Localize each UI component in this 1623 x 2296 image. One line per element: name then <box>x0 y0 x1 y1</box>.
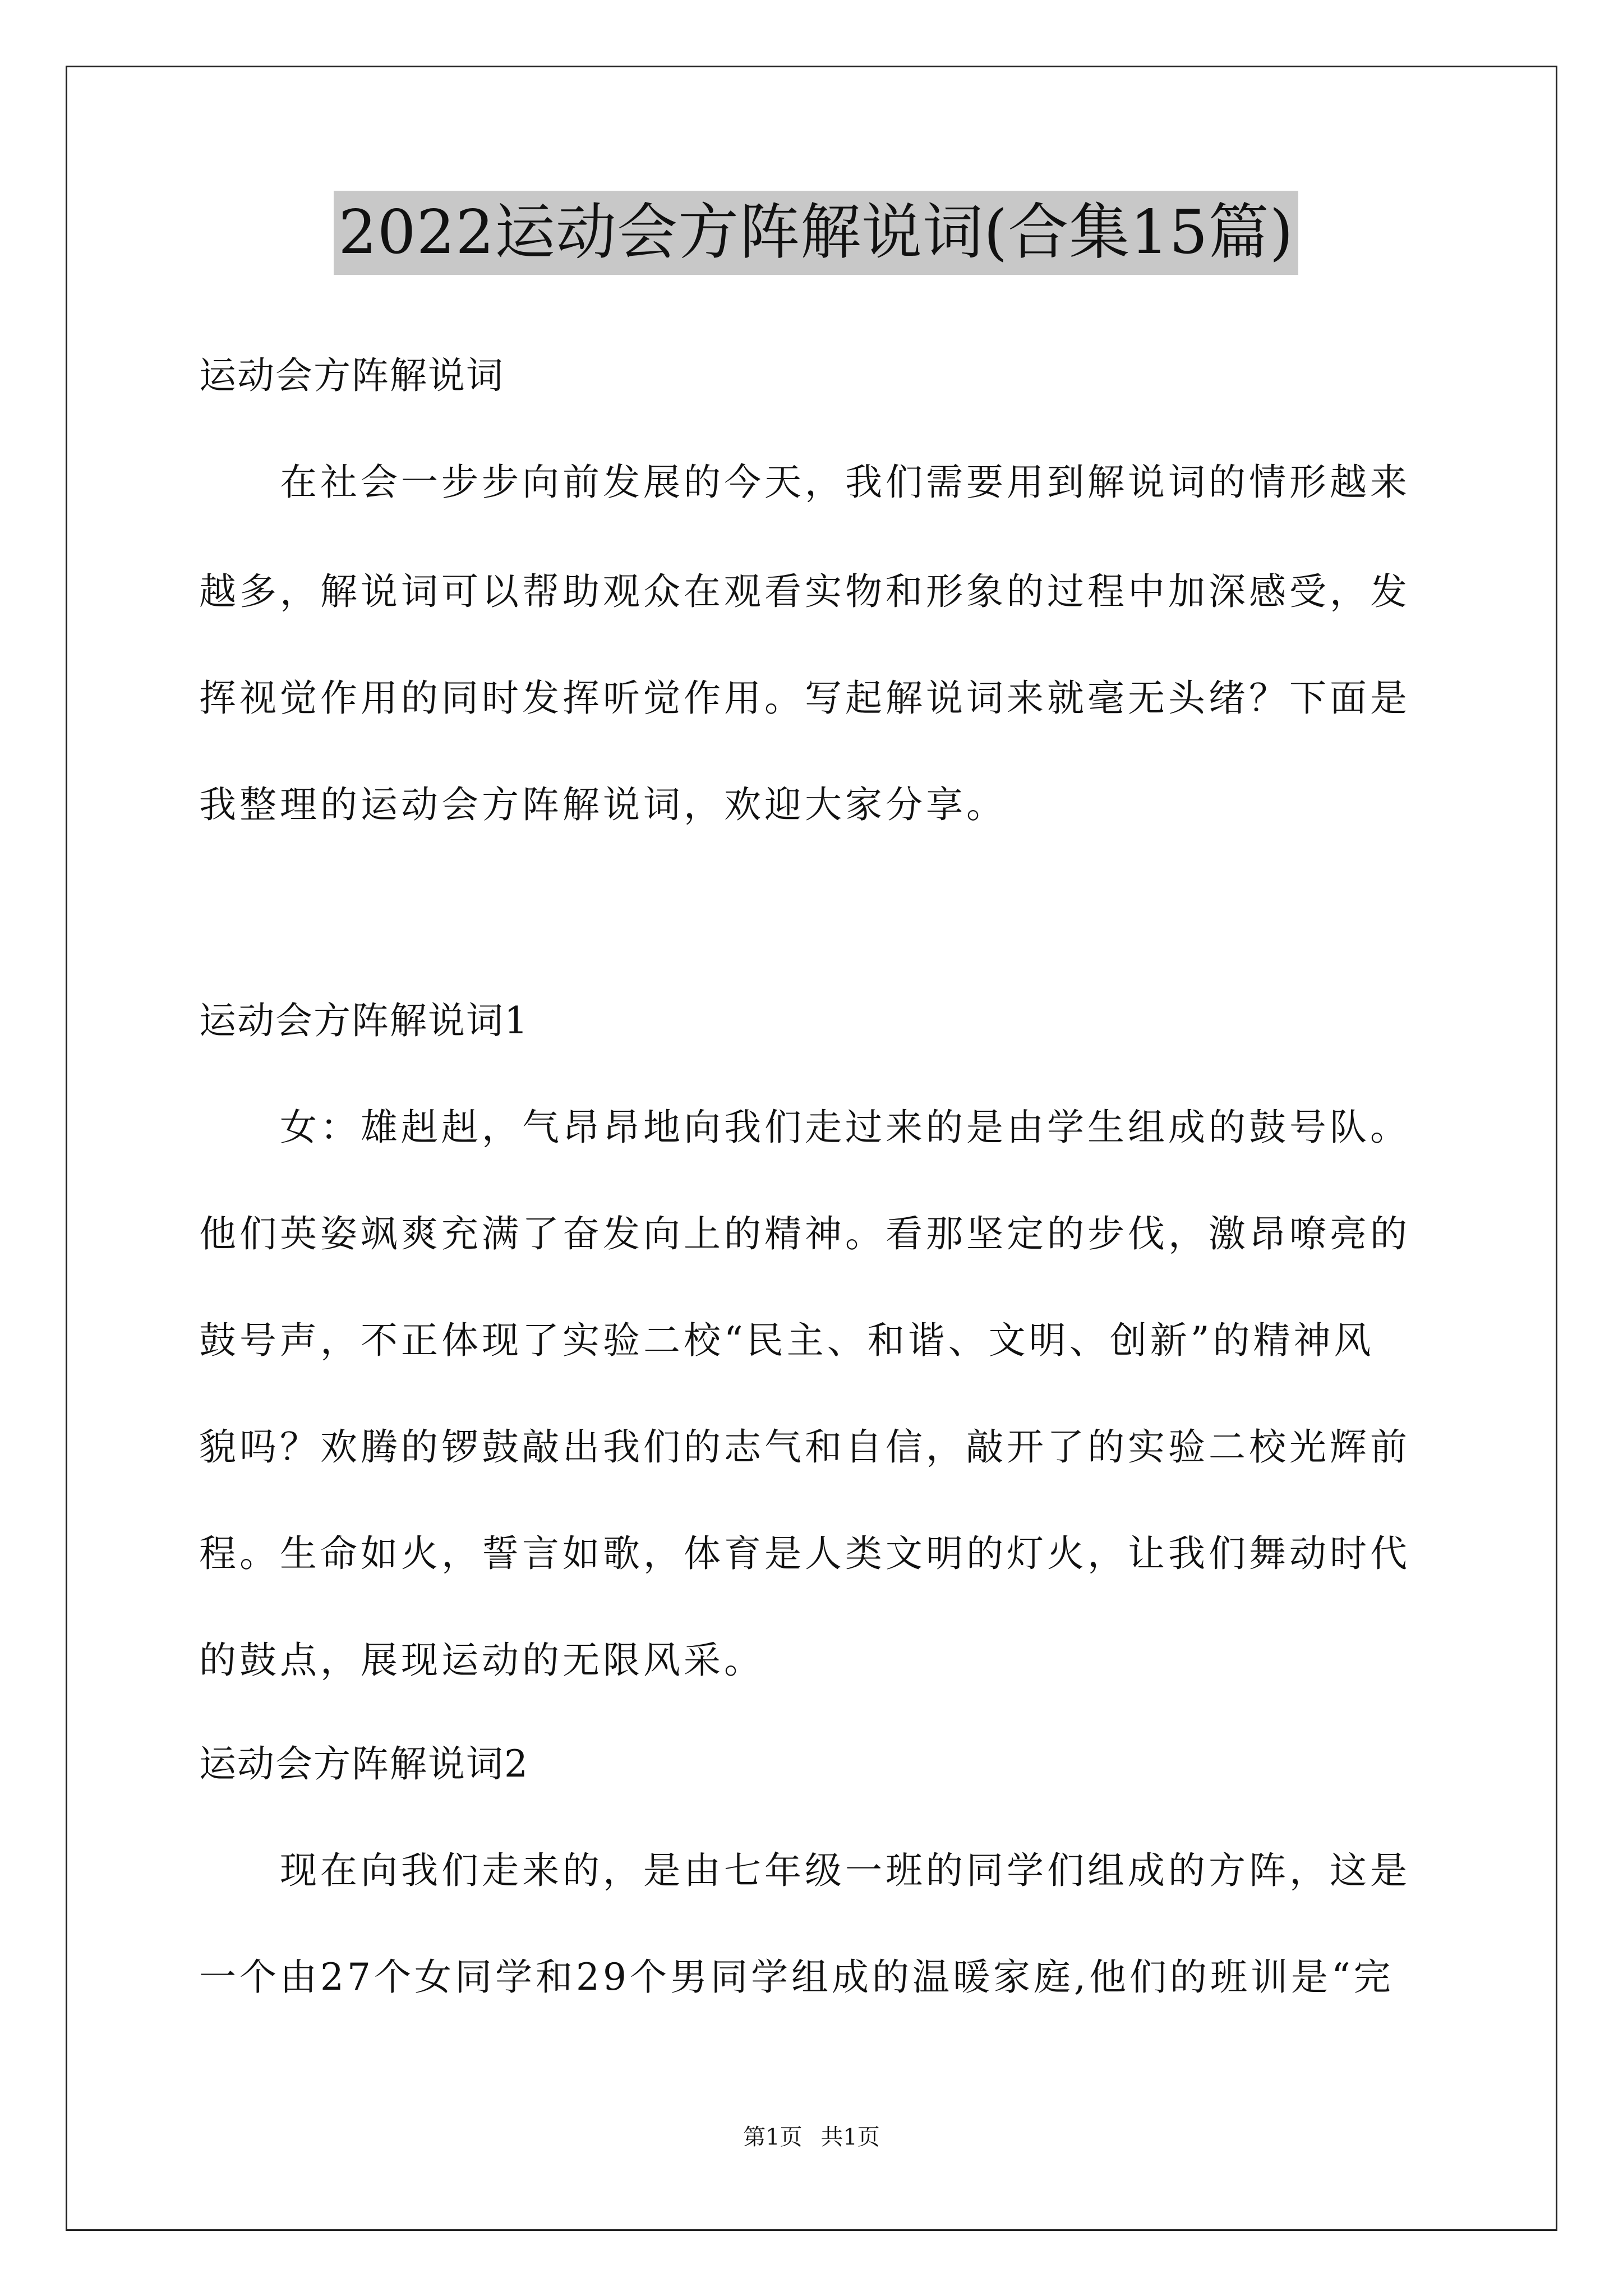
paragraph-line: 貌吗？欢腾的锣鼓敲出我们的志气和自信，敲开了的实验二校光辉前 <box>199 1425 1410 1469</box>
paragraph-line: 鼓号声，不正体现了实验二校“民主、和谐、文明、创新”的精神风 <box>199 1319 1375 1362</box>
paragraph-line: 他们英姿飒爽充满了奋发向上的精神。看那坚定的步伐，激昂嘹亮的 <box>199 1212 1410 1255</box>
paragraph-line: 的鼓点，展现运动的无限风采。 <box>199 1639 764 1682</box>
paragraph-line: 女：雄赳赳，气昂昂地向我们走过来的是由学生组成的鼓号队。 <box>280 1106 1410 1149</box>
section-heading: 运动会方阵解说词 <box>199 354 504 397</box>
page-total: 共1页 <box>820 2124 880 2150</box>
section-heading: 运动会方阵解说词2 <box>199 1742 529 1786</box>
page-footer <box>0 2120 1623 2154</box>
paragraph-line: 我整理的运动会方阵解说词，欢迎大家分享。 <box>199 783 1007 826</box>
paragraph-line: 在社会一步步向前发展的今天，我们需要用到解说词的情形越来 <box>280 461 1410 504</box>
paragraph-line: 一个由27个女同学和29个男同学组成的温暖家庭,他们的班训是“完 <box>199 1955 1394 1999</box>
paragraph-line: 现在向我们走来的，是由七年级一班的同学们组成的方阵，这是 <box>280 1849 1410 1892</box>
paragraph-line: 越多，解说词可以帮助观众在观看实物和形象的过程中加深感受，发 <box>199 570 1410 613</box>
section-heading: 运动会方阵解说词1 <box>199 999 529 1042</box>
page-number: 第1页 <box>743 2124 803 2150</box>
paragraph-line: 程。生命如火，誓言如歌，体育是人类文明的灯火，让我们舞动时代 <box>199 1532 1410 1575</box>
document-title: 2022运动会方阵解说词(合集15篇) <box>334 191 1298 275</box>
paragraph-line: 挥视觉作用的同时发挥听觉作用。写起解说词来就毫无头绪？下面是 <box>199 677 1410 720</box>
title-wrap <box>199 191 1433 275</box>
